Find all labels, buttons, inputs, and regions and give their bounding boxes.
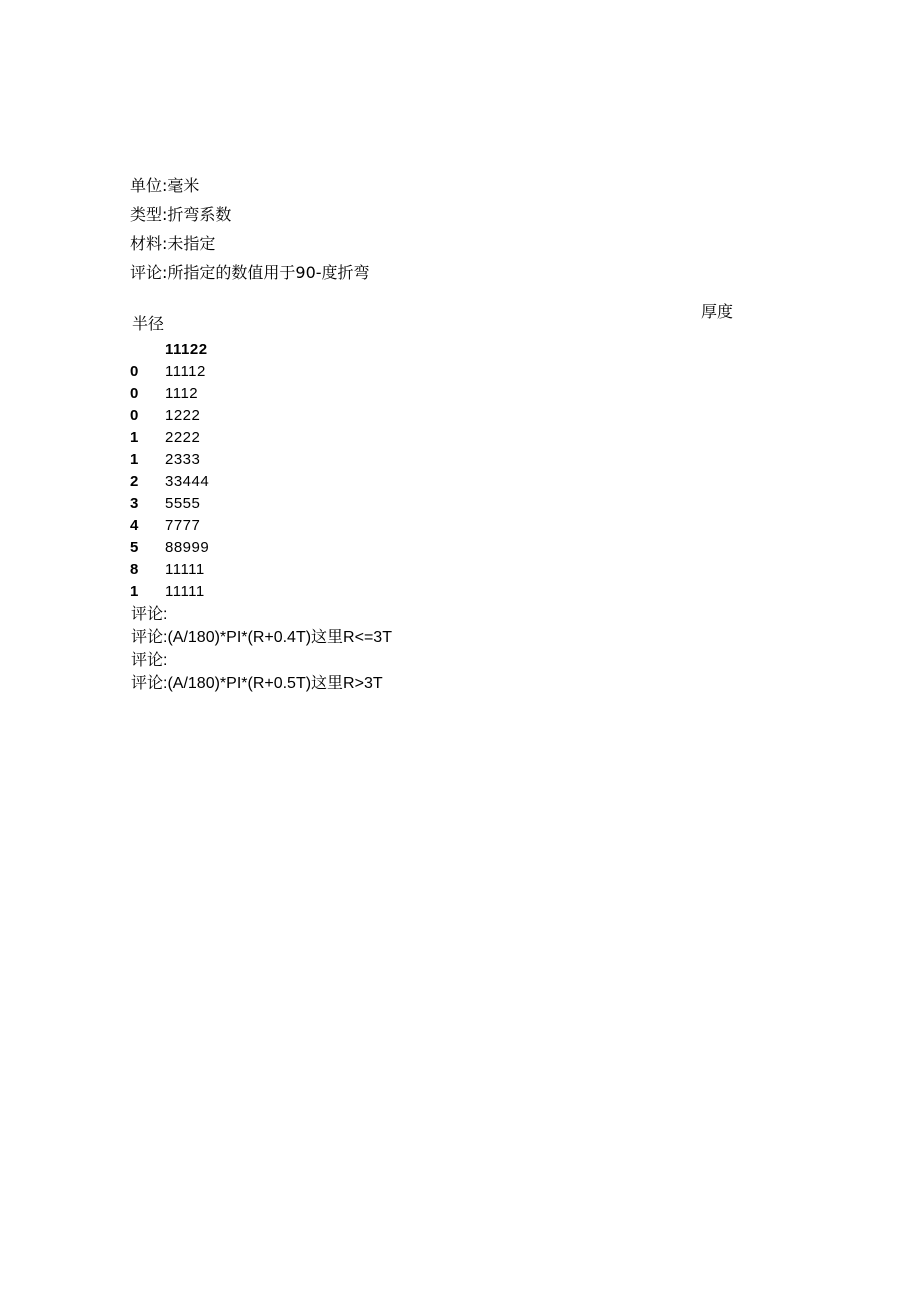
row-values: 2333	[165, 451, 201, 468]
table-header-values: 11122	[165, 341, 208, 358]
row-radius-label: 0	[130, 385, 139, 402]
comment-line: 评论:所指定的数值用于90-度折弯	[130, 263, 370, 282]
row-values: 11111	[165, 583, 205, 600]
row-values: 88999	[165, 539, 210, 556]
row-values: 5555	[165, 495, 201, 512]
row-values: 1222	[165, 407, 201, 424]
row-values: 7777	[165, 517, 201, 534]
row-values: 11111	[165, 561, 205, 578]
footer-formula-large-radius: 评论:(A/180)*PI*(R+0.5T)这里R>3T	[131, 675, 383, 692]
row-values: 1112	[165, 385, 199, 402]
footer-comment: 评论:	[131, 652, 168, 669]
footer-formula-small-radius: 评论:(A/180)*PI*(R+0.4T)这里R<=3T	[131, 629, 392, 646]
row-radius-label: 1	[130, 451, 139, 468]
radius-axis-label: 半径	[132, 314, 165, 333]
row-radius-label: 1	[130, 429, 139, 446]
footer-comment: 评论:	[131, 606, 168, 623]
material-line: 材料:未指定	[130, 234, 216, 253]
type-line: 类型:折弯系数	[130, 205, 232, 224]
row-values: 2222	[165, 429, 201, 446]
row-radius-label: 0	[130, 407, 139, 424]
unit-line: 单位:毫米	[130, 176, 200, 195]
row-radius-label: 2	[130, 473, 139, 490]
row-values: 33444	[165, 473, 210, 490]
row-radius-label: 1	[130, 583, 139, 600]
row-radius-label: 4	[130, 517, 139, 534]
row-radius-label: 3	[130, 495, 139, 512]
row-radius-label: 8	[130, 561, 139, 578]
row-values: 11112	[165, 363, 206, 380]
row-radius-label: 0	[130, 363, 139, 380]
row-radius-label: 5	[130, 539, 139, 556]
thickness-axis-label: 厚度	[701, 302, 734, 321]
